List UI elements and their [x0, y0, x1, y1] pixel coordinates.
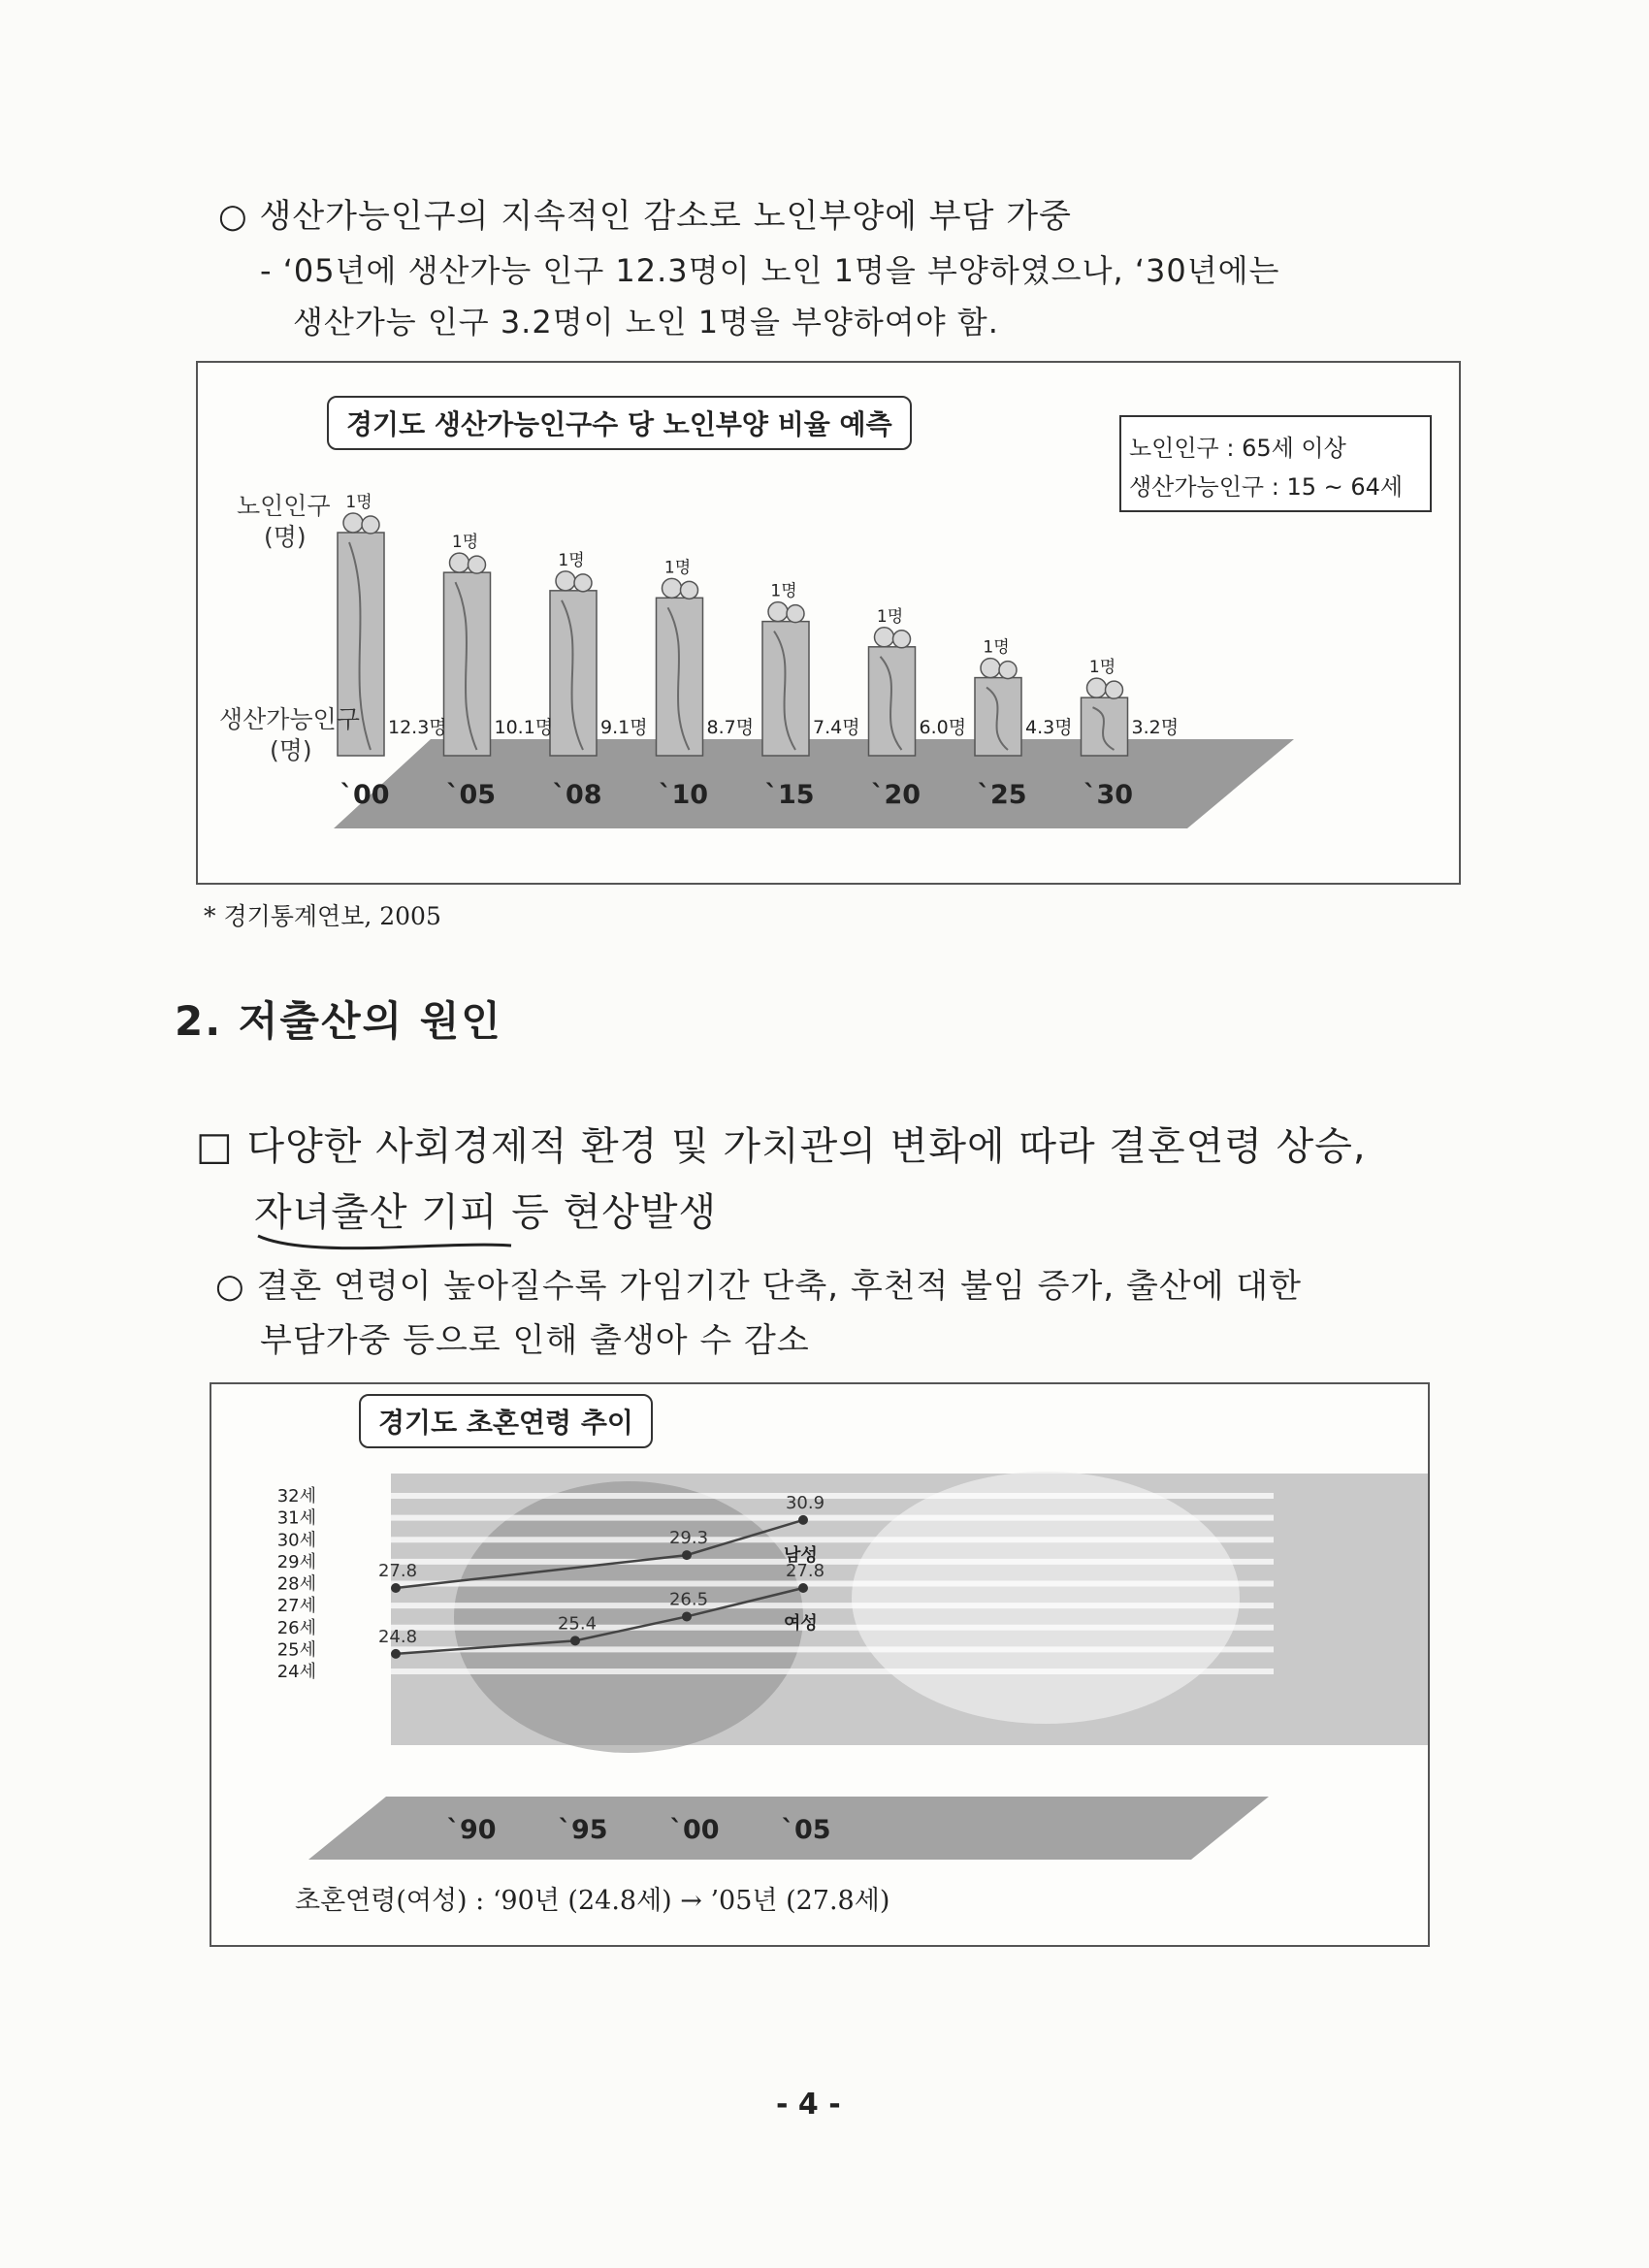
- y-tick-label: 30세: [276, 1530, 316, 1551]
- elderly-head-icon: [875, 628, 894, 647]
- data-value-label: 27.8: [377, 1561, 418, 1582]
- series-name-label: 여성: [784, 1613, 818, 1635]
- year-tick-label: `08: [552, 780, 602, 810]
- y-tick-label: 25세: [276, 1639, 316, 1661]
- working-axis-label-2: (명): [270, 736, 312, 764]
- elderly-value-label: 1명: [663, 558, 692, 578]
- year-tick-label: `20: [870, 780, 922, 810]
- working-value-label: 7.4명: [813, 717, 860, 738]
- chart2-svg: [211, 1384, 1428, 1945]
- series-name-label: 남성: [784, 1544, 818, 1566]
- legend-elderly-def: 노인인구 : 65세 이상: [1129, 435, 1346, 462]
- year-tick-label: `30: [1083, 780, 1134, 810]
- year-tick-label: `15: [764, 780, 815, 810]
- elderly-axis-label-1: 노인인구: [237, 492, 331, 520]
- working-value-label: 12.3명: [388, 717, 447, 738]
- data-point: [391, 1649, 401, 1659]
- cause-bullet-2: 부담가중 등으로 인해 출생아 수 감소: [260, 1321, 810, 1360]
- legend-working-def: 생산가능인구 : 15 ~ 64세: [1129, 473, 1404, 501]
- elderly-head-icon: [681, 581, 698, 599]
- y-tick-label: 26세: [276, 1617, 316, 1638]
- year-tick-label: `90: [446, 1815, 497, 1845]
- year-tick-label: `10: [658, 780, 709, 810]
- data-value-label: 29.3: [668, 1528, 709, 1549]
- box-line-1: □ 다양한 사회경제적 환경 및 가치관의 변화에 따라 결혼연령 상승,: [196, 1124, 1367, 1169]
- box-line-2: 자녀출산 기피 등 현상발생: [254, 1190, 718, 1235]
- data-point: [682, 1550, 692, 1560]
- dash-line-2: 생산가능 인구 3.2명이 노인 1명을 부양하여야 함.: [293, 304, 999, 340]
- working-value-label: 9.1명: [600, 717, 648, 738]
- elderly-head-icon: [1106, 681, 1123, 698]
- elderly-value-label: 1명: [558, 550, 585, 570]
- section-heading: 2. 저출산의 원인: [175, 997, 502, 1045]
- year-tick-label: `95: [558, 1815, 608, 1845]
- working-axis-label-1: 생산가능인구: [219, 705, 360, 733]
- year-tick-label: `05: [781, 1815, 831, 1845]
- data-point: [682, 1611, 692, 1621]
- elderly-value-label: 1명: [451, 533, 479, 553]
- working-value-label: 8.7명: [706, 717, 755, 738]
- elderly-head-icon: [450, 553, 469, 572]
- y-tick-label: 29세: [276, 1551, 316, 1572]
- elderly-head-icon: [663, 578, 682, 598]
- elderly-head-icon: [556, 571, 575, 591]
- year-tick-label: `25: [977, 780, 1027, 810]
- elderly-value-label: 1명: [1088, 658, 1116, 678]
- data-value-label: 26.5: [668, 1589, 709, 1610]
- elderly-head-icon: [787, 605, 804, 623]
- data-point: [391, 1583, 401, 1593]
- working-value-label: 6.0명: [919, 717, 967, 738]
- elderly-axis-label-2: (명): [264, 523, 307, 551]
- data-value-label: 30.9: [785, 1492, 825, 1513]
- data-value-label: 25.4: [557, 1613, 598, 1635]
- data-point: [570, 1636, 580, 1645]
- y-tick-label: 27세: [276, 1596, 316, 1617]
- chart1-legend: [1119, 415, 1432, 512]
- elderly-value-label: 1명: [876, 606, 904, 627]
- data-point: [798, 1583, 808, 1593]
- handwritten-underline: [254, 1226, 516, 1255]
- elderly-value-label: 1명: [770, 581, 797, 601]
- working-value-label: 10.1명: [494, 717, 554, 738]
- couple-figure: [454, 1481, 803, 1753]
- y-tick-label: 32세: [276, 1486, 316, 1507]
- y-tick-label: 31세: [276, 1507, 316, 1529]
- cause-bullet-1: ○ 결혼 연령이 높아질수록 가임기간 단축, 후천적 불임 증가, 출산에 대한: [215, 1267, 1302, 1306]
- data-value-label: 24.8: [377, 1626, 418, 1647]
- chart2-caption: 초혼연령(여성) : ‘90년 (24.8세) → ’05년 (27.8세): [295, 1886, 890, 1916]
- elderly-head-icon: [1087, 678, 1107, 697]
- elderly-value-label: 1명: [983, 637, 1010, 658]
- chart2-title: 경기도 초혼연령 추이: [359, 1394, 653, 1448]
- veil-figure: [852, 1472, 1240, 1724]
- working-value-label: 3.2명: [1131, 717, 1180, 738]
- year-tick-label: `00: [669, 1815, 720, 1845]
- chart1-title: 경기도 생산가능인구수 당 노인부양 비율 예측: [327, 396, 912, 450]
- elderly-head-icon: [469, 556, 486, 573]
- elderly-head-icon: [574, 574, 592, 592]
- dash-line-1: - ‘05년에 생산가능 인구 12.3명이 노인 1명을 부양하였으나, ‘30년에는: [260, 252, 1280, 289]
- year-tick-label: `05: [445, 780, 497, 810]
- elderly-head-icon: [893, 631, 911, 648]
- chart1-source: * 경기통계연보, 2005: [204, 902, 441, 930]
- elderly-head-icon: [999, 662, 1017, 679]
- elderly-head-icon: [981, 659, 1000, 678]
- y-tick-label: 24세: [276, 1662, 316, 1682]
- bullet-elderly-burden: ○ 생산가능인구의 지속적인 감소로 노인부양에 부담 가중: [218, 197, 1072, 236]
- elderly-head-icon: [362, 516, 379, 534]
- elderly-head-icon: [343, 513, 363, 533]
- data-point: [798, 1515, 808, 1525]
- page-number: - 4 -: [776, 2088, 841, 2122]
- year-tick-label: `00: [340, 780, 390, 810]
- y-tick-label: 28세: [276, 1573, 316, 1595]
- elderly-head-icon: [768, 602, 788, 622]
- chart2-box: [210, 1382, 1430, 1947]
- data-value-label: 27.8: [785, 1561, 825, 1582]
- chart1-box: [196, 361, 1461, 885]
- working-value-label: 4.3명: [1025, 717, 1073, 738]
- elderly-value-label: 1명: [345, 493, 372, 512]
